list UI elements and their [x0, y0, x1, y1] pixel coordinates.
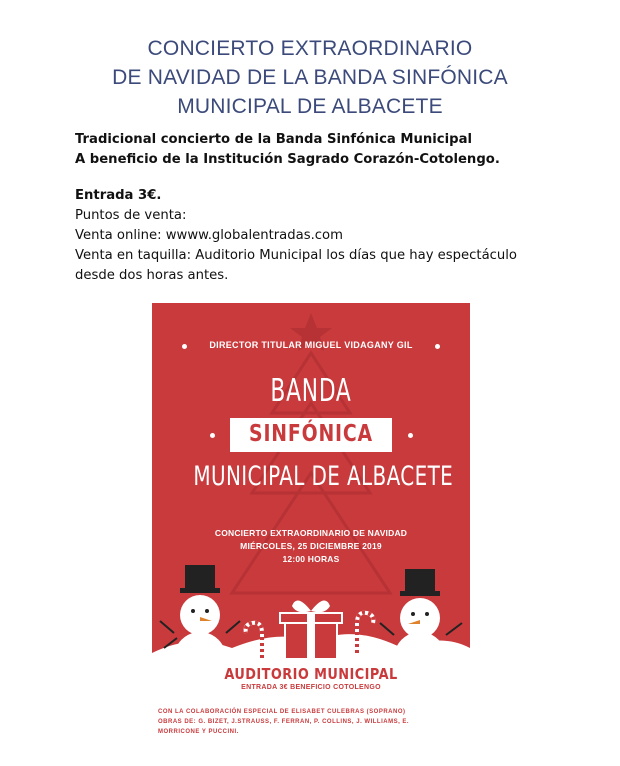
- page-title: [0, 34, 620, 121]
- poster-credit-line-3: MORRICONE Y PUCCINI.: [158, 729, 239, 735]
- poster-sinfonica-box: [230, 418, 392, 452]
- title-line-1: CONCIERTO EXTRAORDINARIO: [147, 37, 473, 60]
- poster-entrada: ENTRADA 3€ BENEFICIO COTOLENGO: [241, 684, 381, 691]
- intro-line-2: A beneficio de la Institución Sagrado Corazón-Cotolengo.: [75, 152, 500, 167]
- poster-credit-line-2: OBRAS DE: G. BIZET, J.STRAUSS, F. FERRAN, P. COLLINS, J. WILLIAMS, E.: [158, 719, 410, 725]
- box-office-text-1: Venta en taquilla: Auditorio Municipal los días que hay espectáculo: [75, 248, 517, 263]
- concert-poster: [152, 303, 470, 744]
- decor-dot-sinf-right: [408, 433, 413, 438]
- ticket-details: [75, 186, 595, 286]
- title-line-2: DE NAVIDAD DE LA BANDA SINFÓNICA: [112, 66, 508, 89]
- title-line-3: MUNICIPAL DE ALBACETE: [177, 95, 443, 118]
- poster-municipal: MUNICIPAL DE ALBACETE: [193, 461, 454, 492]
- poster-director: DIRECTOR TITULAR MIGUEL VIDAGANY GIL: [209, 340, 413, 350]
- poster-auditorio: AUDITORIO MUNICIPAL: [224, 665, 398, 683]
- intro-line-1: Tradicional concierto de la Banda Sinfónica Municipal: [75, 132, 473, 147]
- poster-credit-line-1: CON LA COLABORACIÓN ESPECIAL DE ELISABET CULEBRAS (SOPRANO): [158, 709, 406, 715]
- intro-text: [75, 130, 595, 170]
- box-office-text-2: desde dos horas antes.: [75, 268, 229, 283]
- decor-dot-sinf-left: [210, 433, 215, 438]
- poster-sinfonica: SINFÓNICA: [249, 421, 373, 447]
- online-sales-text: Venta online: wwww.globalentradas.com: [75, 228, 343, 243]
- price-text: Entrada 3€.: [75, 188, 162, 203]
- poster-concert-line-2: MIÉRCOLES, 25 DICIEMBRE 2019: [240, 541, 382, 551]
- poster-concert-info: [152, 527, 470, 566]
- poster-concert-line-3: 12:00 HORAS: [282, 554, 340, 564]
- sales-points-label: Puntos de venta:: [75, 208, 187, 223]
- poster-banda: BANDA: [270, 373, 352, 409]
- poster-concert-line-1: CONCIERTO EXTRAORDINARIO DE NAVIDAD: [214, 528, 408, 538]
- poster-credits: [158, 707, 464, 737]
